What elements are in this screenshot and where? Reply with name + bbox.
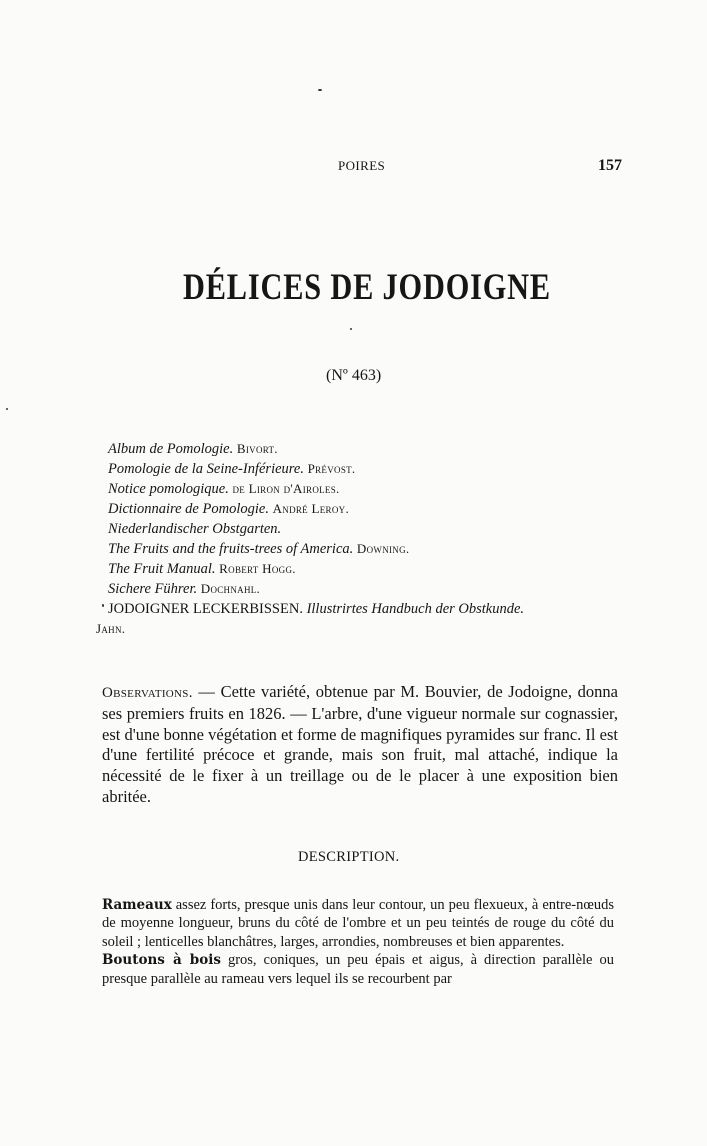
scan-speck xyxy=(318,89,322,91)
reference-work: Album de Pomologie. xyxy=(108,441,234,457)
reference-author: Robert Hogg. xyxy=(219,561,296,576)
reference-author: Downing. xyxy=(356,541,410,556)
reference-work: Pomologie de la Seine-Inférieure. xyxy=(108,461,304,477)
variety-number: (Nº 463) xyxy=(326,367,382,384)
description-text: assez forts, presque unis dans leur contour, un peu flexueux, à entre-nœuds de moyenne longueur, bruns du côté de l'ombre et un peu teintés de rouge du côté du soleil ; lenticelles blanchâtres, larges, arrondies, nombreuses et bien apparentes. xyxy=(102,897,614,950)
observations-text: — Cette variété, obtenue par M. Bouvier, de Jodoigne, donna ses premiers fruits en 1826. — L'arbre, d'une vigueur normale sur cognassier, est d'une bonne végétation et forme de magnifiques pyramides sur franc. Il est d'une fertilité précoce et grande, mais son fruit, mal attaché, indique la nécessité de le fixer à un treillage ou de le placer à une exposition bien abritée. xyxy=(102,682,618,806)
reference-item xyxy=(96,499,636,519)
reference-work: Notice pomologique. xyxy=(108,481,229,497)
reference-item xyxy=(96,439,636,459)
reference-work: Niederlandischer Obstgarten. xyxy=(108,521,282,537)
running-head: POIRES xyxy=(338,158,386,173)
reference-author: André Leroy. xyxy=(272,501,350,516)
reference-author: Prévost. xyxy=(307,461,356,476)
reference-work: The Fruits and the fruits-trees of America. xyxy=(108,541,354,557)
reference-author: de Liron d'Airoles. xyxy=(232,481,340,496)
page-number: 157 xyxy=(598,157,622,174)
page-title: DÉLICES DE JODOIGNE xyxy=(183,267,551,308)
description-heading: DESCRIPTION. xyxy=(298,849,400,865)
synonym-author: Jahn. xyxy=(96,621,126,636)
description-term: Rameaux xyxy=(102,897,172,913)
reference-work: The Fruit Manual. xyxy=(108,561,216,577)
scan-speck xyxy=(6,408,8,410)
description-paragraph xyxy=(102,896,614,951)
references-list xyxy=(96,439,636,639)
synonym-reference xyxy=(96,599,636,619)
reference-work: Sichere Führer. xyxy=(108,581,198,597)
scan-speck xyxy=(350,328,352,330)
description-text: gros, coniques, un peu épais et aigus, à direction parallèle ou presque parallèle au rameau vers lequel ils se recourbent par xyxy=(102,952,614,987)
observations-paragraph xyxy=(102,682,618,808)
reference-item xyxy=(96,559,636,579)
reference-item xyxy=(96,579,636,599)
scan-speck xyxy=(102,604,104,607)
synonym-work: Illustrirtes Handbuch der Obstkunde. xyxy=(306,601,525,617)
description-paragraph xyxy=(102,951,614,988)
reference-item xyxy=(96,539,636,559)
description-body xyxy=(102,896,614,988)
reference-item xyxy=(96,459,636,479)
description-term: Boutons à bois xyxy=(102,952,221,969)
reference-item xyxy=(96,479,636,499)
synonym-name: JODOIGNER LECKERBISSEN. xyxy=(108,601,303,617)
reference-author: Dochnahl. xyxy=(200,581,261,596)
reference-author: Bivort. xyxy=(236,441,278,456)
observations-label: Observations. xyxy=(102,685,193,701)
synonym-author-line xyxy=(96,619,636,639)
reference-work: Dictionnaire de Pomologie. xyxy=(108,501,269,517)
reference-item xyxy=(96,519,636,539)
